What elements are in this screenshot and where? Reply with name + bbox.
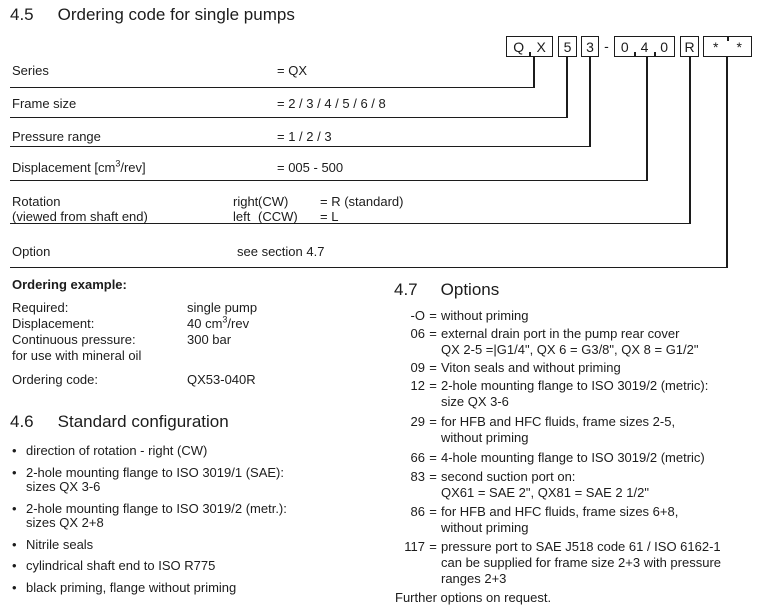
- option-item: [395, 378, 767, 410]
- equals-sign: =: [429, 308, 437, 323]
- oe-fluid-note: for use with mineral oil: [12, 348, 142, 363]
- option-text: size QX 3-6: [441, 394, 509, 409]
- rule-pressure-range: [10, 146, 591, 148]
- option-item: [395, 504, 767, 536]
- row-frame-size-value: = 2 / 3 / 4 / 5 / 6 / 8: [277, 96, 386, 111]
- equals-sign: =: [429, 326, 437, 341]
- code-box-frame-size: [558, 36, 577, 57]
- bullet-icon: •: [12, 536, 17, 552]
- box-divider-tick: [529, 52, 531, 56]
- code-char: X: [536, 38, 546, 55]
- ordering-example-row: [12, 300, 382, 315]
- option-text: can be supplied for frame size 2+3 with pressure: [441, 555, 722, 570]
- rotation-left-value: = L: [320, 209, 339, 224]
- code-char: *: [736, 38, 742, 55]
- code-char: *: [713, 38, 719, 55]
- list-item: [12, 466, 384, 495]
- option-text: for HFB and HFC fluids, frame sizes 2-5,: [441, 414, 676, 429]
- box-divider-tick: [727, 37, 729, 41]
- equals-sign: =: [429, 360, 437, 375]
- option-code: 86: [410, 504, 425, 519]
- oe-pressure-label: Continuous pressure:: [12, 332, 136, 347]
- row-pressure-range: [12, 129, 757, 145]
- option-text: without priming: [441, 430, 529, 445]
- row-displacement-label: Displacement $[cm^3/rev]$: [12, 158, 146, 175]
- option-code: 06: [410, 326, 425, 341]
- code-char: 4: [640, 38, 649, 55]
- section-title-4-6: [10, 412, 229, 432]
- option-item: [395, 469, 767, 501]
- bullet-text: direction of rotation - right (CW): [26, 443, 208, 458]
- bullet-text: sizes QX 2+8: [26, 515, 104, 530]
- list-item: [12, 502, 384, 531]
- rotation-cw-label: (CW): [258, 194, 289, 209]
- code-box-displacement: [614, 36, 675, 57]
- rotation-ccw-label: (CCW): [258, 209, 298, 224]
- oe-code-label: Ordering code:: [12, 372, 98, 387]
- section-number: 4.5: [10, 5, 34, 24]
- option-item: [395, 308, 767, 324]
- section-title-text: Standard configuration: [57, 412, 229, 431]
- section-title-text: Ordering code for single pumps: [57, 5, 295, 24]
- rule-series: [10, 87, 535, 89]
- row-displacement-value: = 005 - 500: [277, 160, 344, 175]
- bullet-text: 2-hole mounting flange to ISO 3019/2 (metr.):: [26, 500, 287, 516]
- option-code: 83: [410, 469, 425, 484]
- option-code: 09: [410, 360, 425, 375]
- option-item: [395, 539, 767, 587]
- option-text: 2-hole mounting flange to ISO 3019/2 (metric):: [441, 378, 709, 393]
- option-text: Viton seals and without priming: [441, 360, 621, 375]
- row-option-value: see section 4.7: [237, 244, 325, 259]
- option-code: 117: [404, 539, 425, 554]
- code-char: Q: [513, 38, 525, 55]
- list-item: [12, 559, 384, 574]
- bullet-icon: •: [12, 558, 17, 573]
- row-frame-size: [12, 96, 757, 112]
- code-char: 5: [563, 38, 572, 55]
- code-char: 0: [620, 38, 629, 55]
- code-char: 3: [586, 38, 594, 55]
- option-text: for HFB and HFC fluids, frame sizes 6+8,: [441, 504, 679, 519]
- bullet-icon: •: [12, 500, 17, 516]
- bullet-text: 2-hole mounting flange to ISO 3019/1 (SAE):: [26, 464, 284, 480]
- section-number: 4.6: [10, 412, 34, 431]
- ordering-example-row: [12, 348, 382, 363]
- option-code: 66: [410, 450, 425, 465]
- option-text: pressure port to SAE J518 code 61 / ISO 6162-1: [441, 539, 721, 554]
- option-item: [395, 360, 767, 376]
- section-number: 4.7: [394, 280, 418, 299]
- row-rotation-label: Rotation: [12, 194, 61, 209]
- option-item: [395, 326, 767, 358]
- row-rotation: [12, 194, 757, 225]
- bullet-icon: •: [12, 464, 17, 480]
- bullet-icon: •: [12, 579, 17, 595]
- code-char: 0: [660, 38, 669, 55]
- option-text: QX61 = SAE 2", QX81 = SAE 2 1/2": [441, 485, 649, 500]
- options-footer-note: Further options on request.: [395, 590, 552, 605]
- list-item: [12, 444, 384, 459]
- equals-sign: =: [429, 378, 437, 393]
- option-text: ranges 2+3: [441, 571, 507, 586]
- equals-sign: =: [429, 539, 437, 554]
- option-code: 12: [410, 378, 425, 393]
- option-code: 29: [410, 414, 425, 429]
- bullet-text: sizes QX 3-6: [26, 479, 101, 494]
- standard-config-list: [12, 444, 384, 595]
- code-box-rotation: [680, 36, 699, 57]
- option-text: second suction port on:: [441, 469, 576, 484]
- rule-option: [10, 267, 728, 269]
- oe-required-value: single pump: [187, 300, 258, 315]
- rotation-right-value: = R (standard): [320, 194, 404, 209]
- row-series: [12, 63, 757, 79]
- row-option-label: Option: [12, 244, 51, 259]
- option-text: 4-hole mounting flange to ISO 3019/2 (metric): [441, 450, 705, 465]
- oe-displacement-label: Displacement:: [12, 316, 95, 331]
- row-displacement: [12, 160, 757, 176]
- box-divider-tick: [654, 52, 656, 56]
- option-text: without priming: [441, 520, 529, 535]
- oe-pressure-value: 300 bar: [187, 332, 232, 347]
- row-pressure-range-value: = 1 / 2 / 3: [277, 129, 332, 144]
- equals-sign: =: [429, 450, 437, 465]
- section-title-4-7: [394, 280, 499, 300]
- equals-sign: =: [429, 414, 437, 429]
- code-box-option: [703, 36, 752, 57]
- oe-code-value: QX53-040R: [187, 372, 256, 387]
- rule-displacement: [10, 180, 648, 182]
- code-char: R: [684, 38, 695, 55]
- ordering-code-row: [12, 372, 382, 387]
- list-item: [12, 581, 384, 596]
- code-box-pressure-range: [581, 36, 599, 57]
- ordering-example-row: [12, 332, 382, 347]
- bullet-text: Nitrile seals: [26, 536, 94, 552]
- row-series-label: Series: [12, 63, 49, 78]
- row-rotation-sublabel: (viewed from shaft end): [12, 209, 148, 224]
- section-title-text: Options: [440, 280, 500, 299]
- rule-frame-size: [10, 117, 568, 119]
- ordering-example-heading: Ordering example:: [12, 277, 127, 292]
- bullet-text: cylindrical shaft end to ISO R775: [26, 558, 216, 573]
- option-text: without priming: [441, 308, 529, 323]
- code-separator-dash: -: [604, 38, 609, 54]
- row-option: [12, 244, 757, 260]
- bullet-text: black priming, flange without priming: [26, 579, 237, 595]
- options-list: [395, 308, 767, 606]
- row-pressure-range-label: Pressure range: [12, 129, 101, 144]
- option-code: -O: [410, 308, 425, 323]
- equals-sign: =: [429, 504, 437, 519]
- list-item: [12, 538, 384, 553]
- row-series-value: = QX: [277, 63, 307, 78]
- oe-required-label: Required:: [12, 300, 69, 315]
- equals-sign: =: [429, 469, 437, 484]
- section-title-4-5: [10, 5, 295, 25]
- option-item: [395, 450, 767, 466]
- option-item: [395, 414, 767, 446]
- rotation-left-label: left: [233, 209, 251, 224]
- box-divider-tick: [634, 52, 636, 56]
- bullet-icon: •: [12, 443, 17, 458]
- row-frame-size-label: Frame size: [12, 96, 77, 111]
- oe-displacement-value: 40 $cm^3$/rev: [187, 314, 250, 331]
- ordering-example-row: [12, 316, 382, 331]
- option-text: external drain port in the pump rear cover: [441, 326, 680, 341]
- code-box-series: [506, 36, 553, 57]
- rotation-right-label: right: [233, 194, 259, 209]
- option-text: QX 2-5 =|G1/4", QX 6 = G3/8", QX 8 = G1/2": [441, 342, 699, 357]
